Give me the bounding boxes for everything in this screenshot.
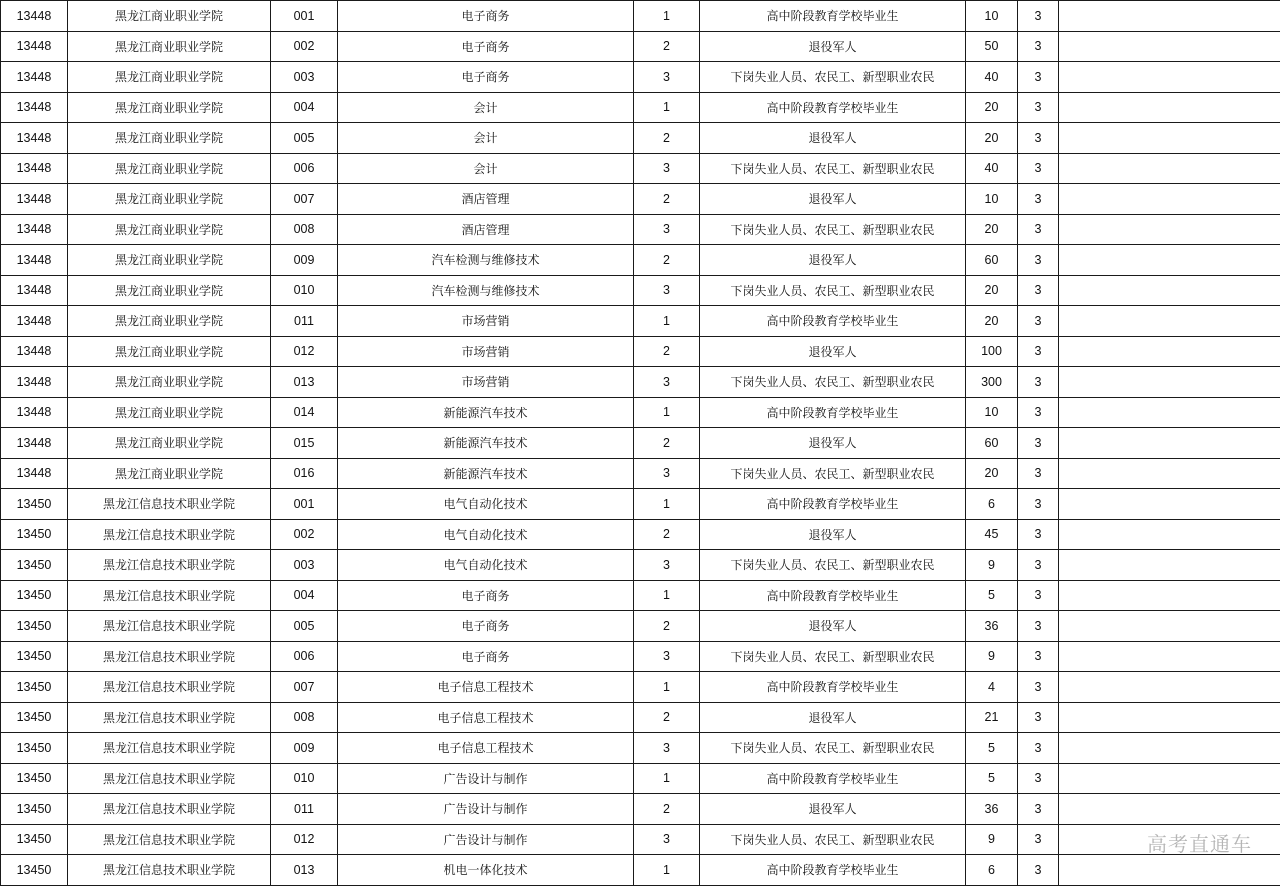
major-name-cell: 电气自动化技术 bbox=[338, 519, 634, 550]
major-name-cell: 新能源汽车技术 bbox=[338, 397, 634, 428]
plan-count-cell: 20 bbox=[966, 275, 1018, 306]
table-row bbox=[1, 275, 1280, 306]
major-name-cell: 电气自动化技术 bbox=[338, 550, 634, 581]
table-row bbox=[1, 123, 1280, 154]
school-name-cell: 黑龙江商业职业学院 bbox=[68, 92, 271, 123]
table-row bbox=[1, 672, 1280, 703]
note-cell bbox=[1059, 184, 1280, 215]
note-cell bbox=[1059, 275, 1280, 306]
duration-years-cell: 3 bbox=[1018, 519, 1059, 550]
table-row bbox=[1, 550, 1280, 581]
table-row bbox=[1, 855, 1280, 886]
category-number-cell: 3 bbox=[634, 550, 700, 581]
note-cell bbox=[1059, 763, 1280, 794]
plan-count-cell: 36 bbox=[966, 794, 1018, 825]
school-code-cell: 13450 bbox=[1, 489, 68, 520]
table-row bbox=[1, 733, 1280, 764]
school-code-cell: 13448 bbox=[1, 184, 68, 215]
note-cell bbox=[1059, 1, 1280, 32]
major-name-cell: 电气自动化技术 bbox=[338, 489, 634, 520]
school-code-cell: 13448 bbox=[1, 62, 68, 93]
table-row bbox=[1, 458, 1280, 489]
major-number-cell: 005 bbox=[271, 611, 338, 642]
plan-count-cell: 4 bbox=[966, 672, 1018, 703]
major-number-cell: 002 bbox=[271, 519, 338, 550]
school-code-cell: 13450 bbox=[1, 672, 68, 703]
note-cell bbox=[1059, 31, 1280, 62]
note-cell bbox=[1059, 733, 1280, 764]
major-name-cell: 电子商务 bbox=[338, 62, 634, 93]
category-name-cell: 退役军人 bbox=[700, 336, 966, 367]
duration-years-cell: 3 bbox=[1018, 214, 1059, 245]
plan-count-cell: 100 bbox=[966, 336, 1018, 367]
major-number-cell: 007 bbox=[271, 672, 338, 703]
category-name-cell: 高中阶段教育学校毕业生 bbox=[700, 855, 966, 886]
plan-count-cell: 5 bbox=[966, 733, 1018, 764]
school-name-cell: 黑龙江商业职业学院 bbox=[68, 397, 271, 428]
category-number-cell: 1 bbox=[634, 763, 700, 794]
note-cell bbox=[1059, 62, 1280, 93]
duration-years-cell: 3 bbox=[1018, 31, 1059, 62]
duration-years-cell: 3 bbox=[1018, 336, 1059, 367]
major-name-cell: 电子信息工程技术 bbox=[338, 733, 634, 764]
category-name-cell: 高中阶段教育学校毕业生 bbox=[700, 580, 966, 611]
category-number-cell: 2 bbox=[634, 428, 700, 459]
school-name-cell: 黑龙江商业职业学院 bbox=[68, 123, 271, 154]
school-name-cell: 黑龙江信息技术职业学院 bbox=[68, 855, 271, 886]
note-cell bbox=[1059, 580, 1280, 611]
note-cell bbox=[1059, 92, 1280, 123]
duration-years-cell: 3 bbox=[1018, 794, 1059, 825]
school-code-cell: 13448 bbox=[1, 397, 68, 428]
school-code-cell: 13448 bbox=[1, 428, 68, 459]
major-number-cell: 004 bbox=[271, 92, 338, 123]
duration-years-cell: 3 bbox=[1018, 275, 1059, 306]
major-number-cell: 002 bbox=[271, 31, 338, 62]
school-name-cell: 黑龙江商业职业学院 bbox=[68, 336, 271, 367]
plan-count-cell: 45 bbox=[966, 519, 1018, 550]
plan-count-cell: 20 bbox=[966, 306, 1018, 337]
duration-years-cell: 3 bbox=[1018, 428, 1059, 459]
table-row bbox=[1, 214, 1280, 245]
school-code-cell: 13450 bbox=[1, 763, 68, 794]
category-name-cell: 高中阶段教育学校毕业生 bbox=[700, 763, 966, 794]
school-code-cell: 13450 bbox=[1, 641, 68, 672]
note-cell bbox=[1059, 397, 1280, 428]
school-name-cell: 黑龙江商业职业学院 bbox=[68, 1, 271, 32]
category-number-cell: 2 bbox=[634, 702, 700, 733]
category-number-cell: 2 bbox=[634, 245, 700, 276]
table-row bbox=[1, 428, 1280, 459]
category-number-cell: 3 bbox=[634, 153, 700, 184]
duration-years-cell: 3 bbox=[1018, 550, 1059, 581]
category-number-cell: 1 bbox=[634, 672, 700, 703]
major-name-cell: 市场营销 bbox=[338, 306, 634, 337]
category-name-cell: 退役军人 bbox=[700, 428, 966, 459]
major-number-cell: 011 bbox=[271, 306, 338, 337]
major-number-cell: 008 bbox=[271, 214, 338, 245]
category-name-cell: 退役军人 bbox=[700, 794, 966, 825]
plan-count-cell: 60 bbox=[966, 428, 1018, 459]
major-number-cell: 003 bbox=[271, 62, 338, 93]
table-row bbox=[1, 336, 1280, 367]
duration-years-cell: 3 bbox=[1018, 641, 1059, 672]
category-name-cell: 下岗失业人员、农民工、新型职业农民 bbox=[700, 275, 966, 306]
note-cell bbox=[1059, 306, 1280, 337]
major-name-cell: 广告设计与制作 bbox=[338, 794, 634, 825]
note-cell bbox=[1059, 428, 1280, 459]
plan-count-cell: 20 bbox=[966, 123, 1018, 154]
major-number-cell: 006 bbox=[271, 153, 338, 184]
category-number-cell: 2 bbox=[634, 31, 700, 62]
school-name-cell: 黑龙江商业职业学院 bbox=[68, 367, 271, 398]
category-number-cell: 2 bbox=[634, 123, 700, 154]
school-code-cell: 13448 bbox=[1, 458, 68, 489]
duration-years-cell: 3 bbox=[1018, 245, 1059, 276]
plan-count-cell: 40 bbox=[966, 153, 1018, 184]
table-body bbox=[1, 1, 1280, 886]
plan-count-cell: 20 bbox=[966, 92, 1018, 123]
duration-years-cell: 3 bbox=[1018, 580, 1059, 611]
school-code-cell: 13448 bbox=[1, 153, 68, 184]
note-cell bbox=[1059, 336, 1280, 367]
plan-count-cell: 36 bbox=[966, 611, 1018, 642]
major-name-cell: 酒店管理 bbox=[338, 214, 634, 245]
major-name-cell: 广告设计与制作 bbox=[338, 763, 634, 794]
category-name-cell: 下岗失业人员、农民工、新型职业农民 bbox=[700, 153, 966, 184]
school-name-cell: 黑龙江商业职业学院 bbox=[68, 428, 271, 459]
category-name-cell: 高中阶段教育学校毕业生 bbox=[700, 489, 966, 520]
school-name-cell: 黑龙江信息技术职业学院 bbox=[68, 489, 271, 520]
category-number-cell: 2 bbox=[634, 611, 700, 642]
category-name-cell: 高中阶段教育学校毕业生 bbox=[700, 672, 966, 703]
school-name-cell: 黑龙江商业职业学院 bbox=[68, 245, 271, 276]
note-cell bbox=[1059, 458, 1280, 489]
plan-count-cell: 10 bbox=[966, 184, 1018, 215]
duration-years-cell: 3 bbox=[1018, 855, 1059, 886]
school-code-cell: 13450 bbox=[1, 550, 68, 581]
table-row bbox=[1, 92, 1280, 123]
school-name-cell: 黑龙江信息技术职业学院 bbox=[68, 672, 271, 703]
category-name-cell: 下岗失业人员、农民工、新型职业农民 bbox=[700, 367, 966, 398]
school-code-cell: 13450 bbox=[1, 733, 68, 764]
note-cell bbox=[1059, 641, 1280, 672]
major-number-cell: 014 bbox=[271, 397, 338, 428]
category-name-cell: 退役军人 bbox=[700, 184, 966, 215]
table-row bbox=[1, 794, 1280, 825]
major-name-cell: 电子商务 bbox=[338, 611, 634, 642]
category-name-cell: 下岗失业人员、农民工、新型职业农民 bbox=[700, 733, 966, 764]
major-number-cell: 012 bbox=[271, 336, 338, 367]
duration-years-cell: 3 bbox=[1018, 397, 1059, 428]
category-number-cell: 3 bbox=[634, 641, 700, 672]
plan-count-cell: 40 bbox=[966, 62, 1018, 93]
major-name-cell: 电子商务 bbox=[338, 641, 634, 672]
major-name-cell: 汽车检测与维修技术 bbox=[338, 245, 634, 276]
duration-years-cell: 3 bbox=[1018, 92, 1059, 123]
school-code-cell: 13450 bbox=[1, 702, 68, 733]
category-number-cell: 1 bbox=[634, 855, 700, 886]
category-name-cell: 高中阶段教育学校毕业生 bbox=[700, 306, 966, 337]
table-row bbox=[1, 763, 1280, 794]
table-row bbox=[1, 153, 1280, 184]
category-name-cell: 下岗失业人员、农民工、新型职业农民 bbox=[700, 824, 966, 855]
plan-count-cell: 60 bbox=[966, 245, 1018, 276]
category-name-cell: 下岗失业人员、农民工、新型职业农民 bbox=[700, 214, 966, 245]
plan-count-cell: 10 bbox=[966, 397, 1018, 428]
category-number-cell: 3 bbox=[634, 367, 700, 398]
note-cell bbox=[1059, 123, 1280, 154]
duration-years-cell: 3 bbox=[1018, 824, 1059, 855]
duration-years-cell: 3 bbox=[1018, 1, 1059, 32]
table-row bbox=[1, 245, 1280, 276]
major-number-cell: 010 bbox=[271, 763, 338, 794]
note-cell bbox=[1059, 214, 1280, 245]
plan-count-cell: 9 bbox=[966, 824, 1018, 855]
plan-count-cell: 9 bbox=[966, 641, 1018, 672]
table-row bbox=[1, 62, 1280, 93]
category-number-cell: 3 bbox=[634, 275, 700, 306]
table-row bbox=[1, 489, 1280, 520]
school-code-cell: 13448 bbox=[1, 92, 68, 123]
school-code-cell: 13448 bbox=[1, 336, 68, 367]
school-name-cell: 黑龙江信息技术职业学院 bbox=[68, 824, 271, 855]
watermark-text: 高考直通车 bbox=[1147, 832, 1252, 856]
school-name-cell: 黑龙江商业职业学院 bbox=[68, 153, 271, 184]
duration-years-cell: 3 bbox=[1018, 733, 1059, 764]
major-number-cell: 001 bbox=[271, 1, 338, 32]
table-row bbox=[1, 306, 1280, 337]
school-name-cell: 黑龙江信息技术职业学院 bbox=[68, 519, 271, 550]
plan-count-cell: 6 bbox=[966, 489, 1018, 520]
category-name-cell: 退役军人 bbox=[700, 611, 966, 642]
school-code-cell: 13448 bbox=[1, 367, 68, 398]
note-cell bbox=[1059, 519, 1280, 550]
duration-years-cell: 3 bbox=[1018, 367, 1059, 398]
school-code-cell: 13450 bbox=[1, 855, 68, 886]
category-number-cell: 2 bbox=[634, 336, 700, 367]
category-name-cell: 退役军人 bbox=[700, 519, 966, 550]
major-number-cell: 010 bbox=[271, 275, 338, 306]
category-name-cell: 高中阶段教育学校毕业生 bbox=[700, 397, 966, 428]
school-code-cell: 13448 bbox=[1, 1, 68, 32]
school-name-cell: 黑龙江商业职业学院 bbox=[68, 275, 271, 306]
category-name-cell: 下岗失业人员、农民工、新型职业农民 bbox=[700, 458, 966, 489]
school-code-cell: 13448 bbox=[1, 245, 68, 276]
school-name-cell: 黑龙江信息技术职业学院 bbox=[68, 580, 271, 611]
plan-count-cell: 20 bbox=[966, 458, 1018, 489]
major-number-cell: 009 bbox=[271, 245, 338, 276]
major-number-cell: 006 bbox=[271, 641, 338, 672]
major-name-cell: 市场营销 bbox=[338, 367, 634, 398]
school-name-cell: 黑龙江信息技术职业学院 bbox=[68, 733, 271, 764]
plan-count-cell: 10 bbox=[966, 1, 1018, 32]
table-row bbox=[1, 580, 1280, 611]
school-name-cell: 黑龙江信息技术职业学院 bbox=[68, 763, 271, 794]
school-code-cell: 13448 bbox=[1, 306, 68, 337]
note-cell bbox=[1059, 367, 1280, 398]
school-name-cell: 黑龙江信息技术职业学院 bbox=[68, 611, 271, 642]
category-number-cell: 2 bbox=[634, 794, 700, 825]
note-cell bbox=[1059, 794, 1280, 825]
major-name-cell: 广告设计与制作 bbox=[338, 824, 634, 855]
major-number-cell: 015 bbox=[271, 428, 338, 459]
category-number-cell: 1 bbox=[634, 489, 700, 520]
major-name-cell: 电子商务 bbox=[338, 1, 634, 32]
duration-years-cell: 3 bbox=[1018, 702, 1059, 733]
note-cell bbox=[1059, 611, 1280, 642]
school-code-cell: 13450 bbox=[1, 611, 68, 642]
major-number-cell: 013 bbox=[271, 367, 338, 398]
school-code-cell: 13450 bbox=[1, 580, 68, 611]
category-name-cell: 退役军人 bbox=[700, 31, 966, 62]
major-number-cell: 016 bbox=[271, 458, 338, 489]
major-number-cell: 011 bbox=[271, 794, 338, 825]
plan-count-cell: 5 bbox=[966, 580, 1018, 611]
major-number-cell: 008 bbox=[271, 702, 338, 733]
school-name-cell: 黑龙江信息技术职业学院 bbox=[68, 794, 271, 825]
category-number-cell: 1 bbox=[634, 580, 700, 611]
major-name-cell: 汽车检测与维修技术 bbox=[338, 275, 634, 306]
duration-years-cell: 3 bbox=[1018, 458, 1059, 489]
category-number-cell: 2 bbox=[634, 184, 700, 215]
table-row bbox=[1, 397, 1280, 428]
table-row bbox=[1, 702, 1280, 733]
school-code-cell: 13448 bbox=[1, 31, 68, 62]
major-name-cell: 市场营销 bbox=[338, 336, 634, 367]
duration-years-cell: 3 bbox=[1018, 611, 1059, 642]
note-cell bbox=[1059, 855, 1280, 886]
table-row bbox=[1, 31, 1280, 62]
major-number-cell: 001 bbox=[271, 489, 338, 520]
category-number-cell: 1 bbox=[634, 1, 700, 32]
major-name-cell: 电子商务 bbox=[338, 580, 634, 611]
major-number-cell: 004 bbox=[271, 580, 338, 611]
note-cell bbox=[1059, 550, 1280, 581]
school-name-cell: 黑龙江商业职业学院 bbox=[68, 306, 271, 337]
category-number-cell: 1 bbox=[634, 92, 700, 123]
major-name-cell: 酒店管理 bbox=[338, 184, 634, 215]
table-row bbox=[1, 611, 1280, 642]
school-name-cell: 黑龙江商业职业学院 bbox=[68, 184, 271, 215]
plan-count-cell: 6 bbox=[966, 855, 1018, 886]
note-cell bbox=[1059, 824, 1280, 855]
plan-count-cell: 9 bbox=[966, 550, 1018, 581]
category-name-cell: 下岗失业人员、农民工、新型职业农民 bbox=[700, 550, 966, 581]
table-row bbox=[1, 519, 1280, 550]
duration-years-cell: 3 bbox=[1018, 763, 1059, 794]
category-number-cell: 1 bbox=[634, 306, 700, 337]
major-name-cell: 新能源汽车技术 bbox=[338, 428, 634, 459]
major-name-cell: 电子商务 bbox=[338, 31, 634, 62]
major-name-cell: 会计 bbox=[338, 92, 634, 123]
duration-years-cell: 3 bbox=[1018, 62, 1059, 93]
school-code-cell: 13450 bbox=[1, 519, 68, 550]
category-number-cell: 2 bbox=[634, 519, 700, 550]
plan-count-cell: 21 bbox=[966, 702, 1018, 733]
plan-count-cell: 50 bbox=[966, 31, 1018, 62]
major-name-cell: 会计 bbox=[338, 153, 634, 184]
major-number-cell: 009 bbox=[271, 733, 338, 764]
duration-years-cell: 3 bbox=[1018, 672, 1059, 703]
category-name-cell: 退役军人 bbox=[700, 123, 966, 154]
category-name-cell: 退役军人 bbox=[700, 245, 966, 276]
table-row bbox=[1, 824, 1280, 855]
note-cell bbox=[1059, 702, 1280, 733]
duration-years-cell: 3 bbox=[1018, 184, 1059, 215]
school-code-cell: 13448 bbox=[1, 275, 68, 306]
note-cell bbox=[1059, 489, 1280, 520]
note-cell bbox=[1059, 245, 1280, 276]
note-cell bbox=[1059, 672, 1280, 703]
major-number-cell: 007 bbox=[271, 184, 338, 215]
major-name-cell: 电子信息工程技术 bbox=[338, 702, 634, 733]
school-name-cell: 黑龙江商业职业学院 bbox=[68, 62, 271, 93]
duration-years-cell: 3 bbox=[1018, 489, 1059, 520]
plan-count-cell: 5 bbox=[966, 763, 1018, 794]
table-row bbox=[1, 367, 1280, 398]
major-name-cell: 新能源汽车技术 bbox=[338, 458, 634, 489]
category-number-cell: 3 bbox=[634, 733, 700, 764]
category-number-cell: 1 bbox=[634, 397, 700, 428]
category-name-cell: 下岗失业人员、农民工、新型职业农民 bbox=[700, 62, 966, 93]
duration-years-cell: 3 bbox=[1018, 153, 1059, 184]
school-code-cell: 13448 bbox=[1, 214, 68, 245]
category-number-cell: 3 bbox=[634, 214, 700, 245]
category-name-cell: 高中阶段教育学校毕业生 bbox=[700, 92, 966, 123]
plan-count-cell: 20 bbox=[966, 214, 1018, 245]
school-name-cell: 黑龙江商业职业学院 bbox=[68, 458, 271, 489]
school-code-cell: 13450 bbox=[1, 794, 68, 825]
category-number-cell: 3 bbox=[634, 62, 700, 93]
school-name-cell: 黑龙江商业职业学院 bbox=[68, 214, 271, 245]
plan-count-cell: 300 bbox=[966, 367, 1018, 398]
table-row bbox=[1, 184, 1280, 215]
duration-years-cell: 3 bbox=[1018, 306, 1059, 337]
major-number-cell: 012 bbox=[271, 824, 338, 855]
school-name-cell: 黑龙江商业职业学院 bbox=[68, 31, 271, 62]
school-code-cell: 13448 bbox=[1, 123, 68, 154]
major-name-cell: 电子信息工程技术 bbox=[338, 672, 634, 703]
category-number-cell: 3 bbox=[634, 458, 700, 489]
table-row bbox=[1, 641, 1280, 672]
category-number-cell: 3 bbox=[634, 824, 700, 855]
school-name-cell: 黑龙江信息技术职业学院 bbox=[68, 641, 271, 672]
school-name-cell: 黑龙江信息技术职业学院 bbox=[68, 550, 271, 581]
category-name-cell: 下岗失业人员、农民工、新型职业农民 bbox=[700, 641, 966, 672]
major-name-cell: 机电一体化技术 bbox=[338, 855, 634, 886]
note-cell bbox=[1059, 153, 1280, 184]
category-name-cell: 高中阶段教育学校毕业生 bbox=[700, 1, 966, 32]
major-number-cell: 005 bbox=[271, 123, 338, 154]
major-number-cell: 013 bbox=[271, 855, 338, 886]
school-code-cell: 13450 bbox=[1, 824, 68, 855]
major-name-cell: 会计 bbox=[338, 123, 634, 154]
table-row bbox=[1, 1, 1280, 32]
category-name-cell: 退役军人 bbox=[700, 702, 966, 733]
school-name-cell: 黑龙江信息技术职业学院 bbox=[68, 702, 271, 733]
duration-years-cell: 3 bbox=[1018, 123, 1059, 154]
major-number-cell: 003 bbox=[271, 550, 338, 581]
